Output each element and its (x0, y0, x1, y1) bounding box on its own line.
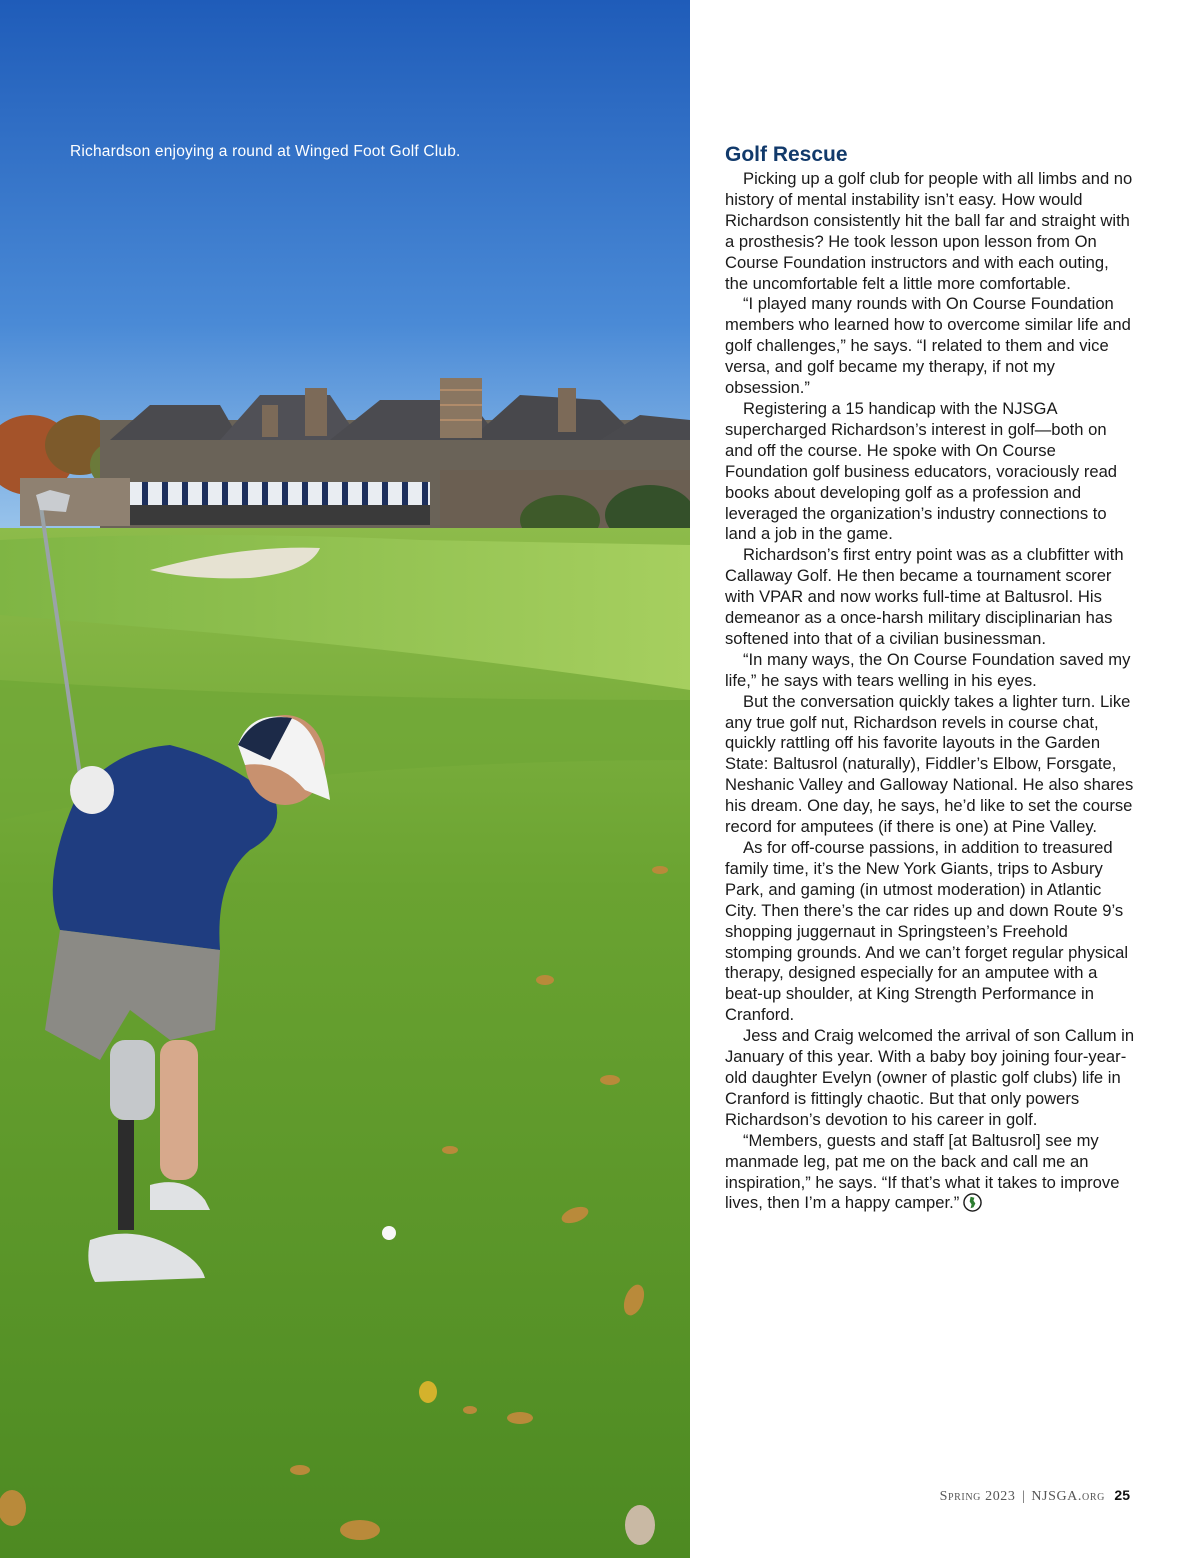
article-paragraph-8: Jess and Craig welcomed the arrival of son Callum in January of this year. With a baby boy joining four-year-old daughter Evelyn (owner of plastic golf clubs) life in Cranford is fittingly chaotic. But that only powers Richardson’s devotion to his career in golf. (725, 1026, 1135, 1129)
article-paragraph-3: Registering a 15 handicap with the NJSGA supercharged Richardson’s interest in golf—both on and off the course. He spoke with On Course Foundation golf business educators, voraciously read books about developing golf as a profession and leveraged the organization’s industry connections to land a job in the game. (725, 398, 1118, 544)
page-number: 25 (1114, 1487, 1130, 1503)
nj-state-icon (963, 1193, 982, 1212)
article-paragraph-7: As for off-course passions, in addition to treasured family time, it’s the New York Giants, trips to Asbury Park, and gaming (in utmost moderation) in Atlantic City. Then there’s the car rides up and down Route 9’s shopping juggernaut in Springsteen’s Freehold stomping grounds. And we can’t forget regular physical therapy, designed especially for an amputee with a beat-up shoulder, at King Strength Performance in Cranford. (725, 838, 1129, 1025)
article-paragraph-9 (725, 1131, 1135, 1215)
page-footer (940, 1487, 1130, 1505)
article-paragraph-1: Picking up a golf club for people with all limbs and no history of mental instability isn’t easy. How would Richardson consistently hit the ball far and straight with a prosthesis? He took lesson upon lesson from On Course Foundation instructors and with each outing, the uncomfortable felt a little more comfortable. (725, 169, 1133, 293)
footer-site: NJSGA.org (1031, 1489, 1105, 1504)
article-body (725, 142, 1135, 1214)
photo-caption: Richardson enjoying a round at Winged Foot Golf Club. (70, 143, 461, 160)
article-paragraph-4: Richardson’s first entry point was as a clubfitter with Callaway Golf. He then became a tournament scorer with VPAR and now works full-time at Baltusrol. His demeanor as a once-harsh military disciplinarian has softened into that of a civilian businessman. (725, 545, 1124, 648)
footer-separator: | (1022, 1489, 1025, 1504)
section-heading: Golf Rescue (725, 143, 848, 166)
footer-season: Spring 2023 (939, 1489, 1016, 1504)
article-paragraph-9-text: “Members, guests and staff [at Baltusrol] see my manmade leg, pat me on the back and call me an inspiration,” he says. “If that’s what it takes to improve lives, then I’m a happy camper.” (725, 1130, 1120, 1213)
article-paragraph-5: “In many ways, the On Course Foundation saved my life,” he says with tears welling in his eyes. (725, 649, 1131, 690)
article-paragraph-2: “I played many rounds with On Course Foundation members who learned how to overcome similar life and golf challenges,” he says. “I related to them and vice versa, and golf became my therapy, if not my obsession.” (725, 294, 1131, 398)
golf-ball (382, 1226, 396, 1240)
article-paragraph-6: But the conversation quickly takes a lighter turn. Like any true golf nut, Richardson revels in course chat, quickly rattling off his favorite layouts in the Garden State: Baltusrol (naturally), Fiddler’s Elbow, Forsgate, Neshanic Valley and Galloway National. He also shares his dream. One day, he says, he’d like to set the course record for amputees (if there is one) at Pine Valley. (725, 691, 1134, 837)
